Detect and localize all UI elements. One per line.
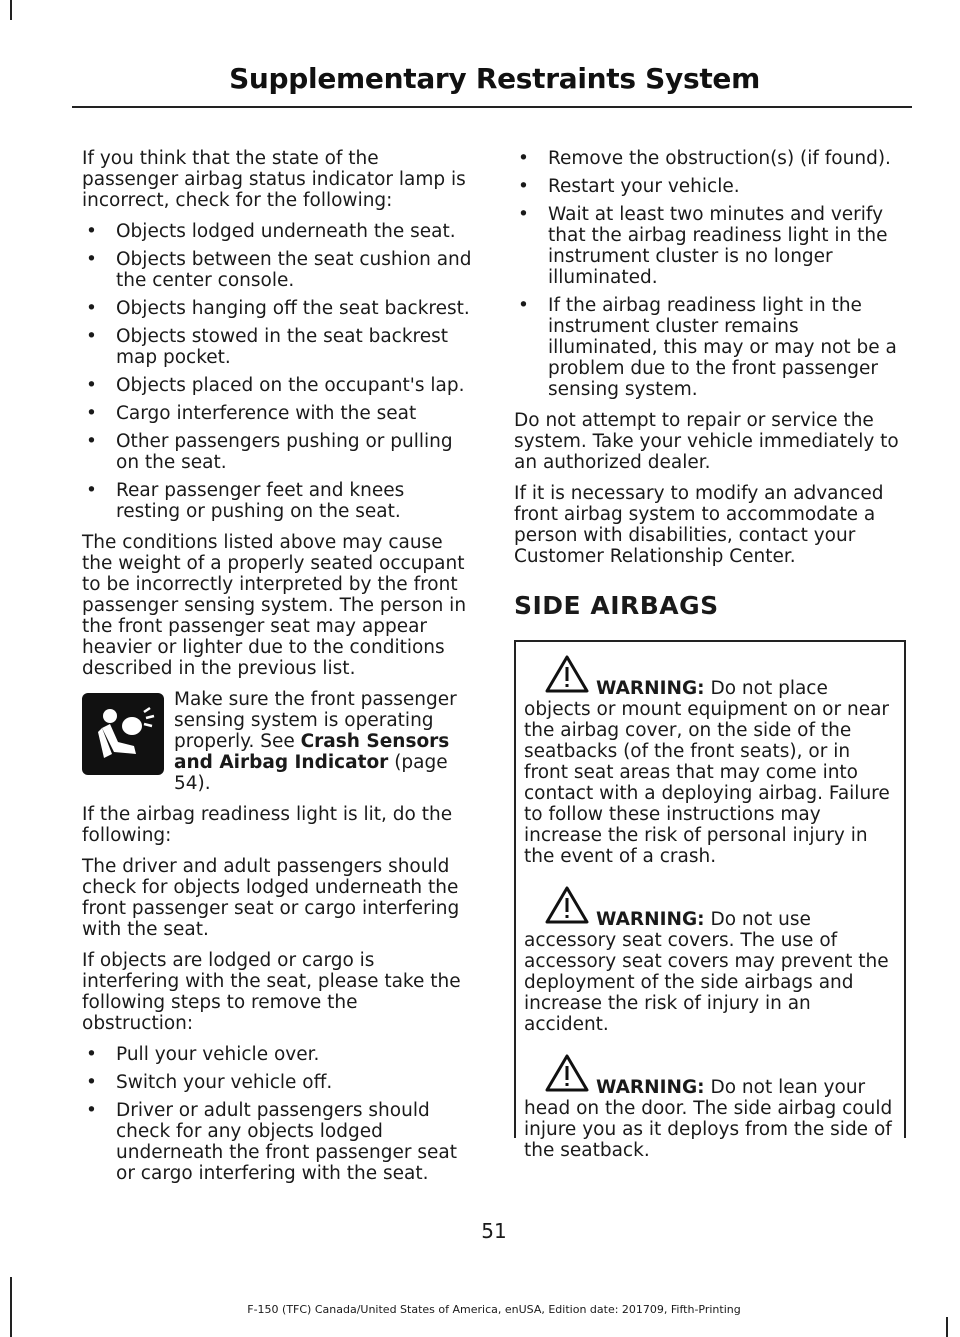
warning-item	[524, 1053, 898, 1161]
footer-edition-info: F-150 (TFC) Canada/United States of America, enUSA, Edition date: 201709, Fifth-Printing	[247, 1303, 741, 1316]
warning-triangle-icon	[544, 885, 590, 930]
header-divider	[72, 106, 912, 108]
page-number: 51	[481, 1219, 507, 1243]
steps-list-continued	[514, 148, 906, 400]
list-item: • Other passengers pushing or pulling on the seat.	[86, 431, 453, 473]
conditions-paragraph: The conditions listed above may cause the weight of a properly seated occupant to be incorrectly interpreted by the front passenger sensing system. The person in the front passenger seat may appear heavier or lighter due to the conditions described in the previous list.	[82, 532, 467, 679]
list-item: • Objects hanging off the seat backrest.	[86, 298, 470, 319]
passenger-airbag-icon	[82, 693, 164, 775]
list-item: • Rear passenger feet and knees resting or pushing on the seat.	[86, 480, 405, 522]
checklist	[82, 221, 474, 522]
right-column	[514, 148, 906, 1161]
list-item: • If the airbag readiness light in the instrument cluster remains illuminated, this may or may not be a problem due to the front passenger sensing system.	[518, 295, 897, 400]
list-item: • Restart your vehicle.	[518, 176, 740, 197]
warning-text: Do not place objects or mount equipment on or near the airbag cover, on the side of the seatbacks (of the front seats), or in front seat areas that may come into contact with a deploying airbag. Failure to follow these instructions may increase the risk of personal injury in the event of a crash.	[524, 678, 890, 867]
figure-paragraph	[82, 689, 474, 794]
steps-list	[82, 1044, 474, 1184]
list-item: • Objects lodged underneath the seat.	[86, 221, 456, 242]
list-item: • Pull your vehicle over.	[86, 1044, 320, 1065]
page-reference: (page 54).	[174, 752, 448, 794]
warning-triangle-icon	[544, 1053, 590, 1098]
warning-box	[514, 640, 906, 1161]
warning-text: Do not lean your head on the door. The side airbag could injure you as it deploys from the side of the seatback.	[524, 1077, 893, 1161]
page-title: Supplementary Restraints System	[229, 62, 760, 95]
warning-keyword: WARNING:	[596, 678, 705, 699]
list-item: • Objects stowed in the seat backrest map pocket.	[86, 326, 449, 368]
modify-paragraph: If it is necessary to modify an advanced front airbag system to accommodate a person with disabilities, contact your Customer Relationship Center.	[514, 483, 884, 567]
left-column	[82, 148, 474, 1194]
list-item: • Wait at least two minutes and verify that the airbag readiness light in the instrument cluster is no longer illuminated.	[518, 204, 888, 288]
crop-mark	[10, 0, 12, 20]
list-item: • Objects between the seat cushion and the center console.	[86, 249, 472, 291]
warning-item	[524, 885, 898, 1035]
steps-intro-paragraph: If objects are lodged or cargo is interfering with the seat, please take the following steps to remove the obstruction:	[82, 950, 461, 1034]
warning-triangle-icon	[544, 654, 590, 699]
warning-keyword: WARNING:	[596, 1077, 705, 1098]
figure-text: Make sure the front passenger sensing system is operating properly. See	[174, 689, 457, 752]
list-item: • Remove the obstruction(s) (if found).	[518, 148, 891, 169]
list-item: • Objects placed on the occupant's lap.	[86, 375, 465, 396]
intro-paragraph: If you think that the state of the passenger airbag status indicator lamp is incorrect, check for the following:	[82, 148, 466, 211]
check-paragraph: The driver and adult passengers should check for objects lodged underneath the front passenger seat or cargo interfering with the seat.	[82, 856, 460, 940]
cross-reference-link[interactable]: Crash Sensors and Airbag Indicator	[174, 731, 450, 773]
list-item: • Driver or adult passengers should check for any objects lodged underneath the front passenger seat or cargo interfering with the seat.	[86, 1100, 457, 1184]
readiness-paragraph: If the airbag readiness light is lit, do the following:	[82, 804, 453, 846]
warning-text: Do not use accessory seat covers. The use of accessory seat covers may prevent the deployment of the side airbags and increase the risk of injury in an accident.	[524, 909, 889, 1035]
warning-keyword: WARNING:	[596, 909, 705, 930]
warning-item	[524, 654, 898, 867]
section-heading: SIDE AIRBAGS	[514, 591, 719, 620]
list-item: • Cargo interference with the seat	[86, 403, 417, 424]
list-item: • Switch your vehicle off.	[86, 1072, 333, 1093]
repair-paragraph: Do not attempt to repair or service the system. Take your vehicle immediately to an authorized dealer.	[514, 410, 899, 473]
crop-mark	[946, 1317, 948, 1337]
